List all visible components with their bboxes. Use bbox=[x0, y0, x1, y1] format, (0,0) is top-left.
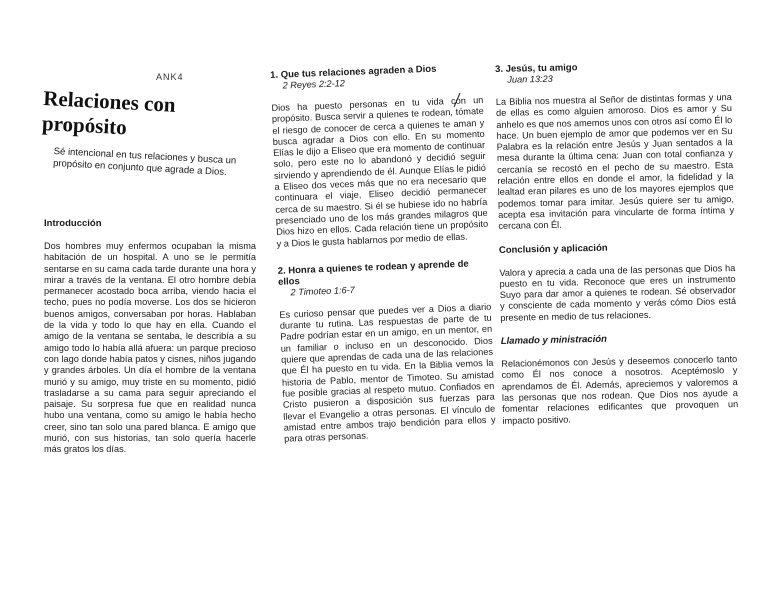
section-2-reference: 2 Timoteo 1:6-7 bbox=[290, 284, 355, 298]
conclusion-body: Valora y aprecia a cada una de las personas que Dios ha puesto en tu vida. Reconoce que eres un instrumento Suyo para dar amor a quienes te rodean. Sé observador y consciente de cada momento y verás cómo Dios está presente en medio de tus relaciones. bbox=[499, 262, 737, 323]
right-column bbox=[495, 59, 739, 427]
page-title: Relaciones con propósito bbox=[41, 86, 177, 140]
call-heading: Llamado y ministración bbox=[500, 333, 608, 347]
page-number-artifact: ANK4 bbox=[156, 72, 184, 82]
section-3-reference: Juan 13:23 bbox=[507, 73, 553, 85]
section-3-heading: 3. Jesús, tu amigo bbox=[495, 62, 578, 75]
intro-heading: Introducción bbox=[44, 218, 102, 229]
section-1-heading: 1. Que tus relaciones agraden a Dios bbox=[270, 63, 437, 81]
left-column bbox=[41, 86, 256, 456]
section-1-reference: 2 Reyes 2:2-12 bbox=[282, 78, 346, 91]
section-1-body: Dios ha puesto personas en tu vida con un propósito. Busca servir a quienes te rodean, tómate el riesgo de conocer de cerca a quienes te aman y busca agradar a Dios con ello. En su momento Elías le dijo a Eliseo que era momento de continuar solo, pero este no lo abandonó y decidió seguir sirviendo y aprendiendo de él. Aunque Elías le pidió a Eliseo dos veces más que no era necesario que continuara el viaje, Eliseo decidió permanecer cerca de su maestro. Si él se hubiese ido no habría presenciado uno de los más grandes milagros que Dios hizo en ellos. Cada relación tiene un propósito y a Dios le gusta hablarnos por medio de ellas. bbox=[271, 94, 489, 249]
section-2-heading: 2. Honra a quienes te rodean y aprende de ellos bbox=[277, 258, 469, 288]
conclusion-heading: Conclusión y aplicación bbox=[498, 242, 608, 256]
call-body: Relacionémonos con Jesús y deseemos conocerlo tanto como Él nos conoce a nosotros. Aceptémoslo y aprendamos de Él. Además, apreciemos y valoremos a las personas que nos rodean. Que Dios nos ayude a fomentar relaciones edificantes que provoquen un impacto positivo. bbox=[501, 354, 739, 426]
intro-body: Dos hombres muy enfermos ocupaban la misma habitación de un hospital. A uno se le permitía sentarse en su cama cada tarde durante una hora y mirar a través de la ventana. El otro hombre debía permanecer acostado boca arriba, viendo hacia el techo, pues no podía moverse. Los dos se hicieron buenos amigos, conversaban por horas. Hablaban de la vida y todo lo que hay en ella. Cuando el amigo de la ventana se sentaba, le describía a su amigo todo lo había allá afuera: un parque precioso con lago donde había patos y cisnes, niños jugando y grandes árboles. Un día el hombre de la ventana murió y su amigo, muy triste en su momento, pidió trasladarse a su cama para seguir apreciando el paisaje. Su sorpresa fue que en realidad nunca hubo una ventana, como su amigo le había hecho creer, sino tan solo una pared blanca. E amigo que murió, con sus historias, tan solo quería hacerle más gratos los días. bbox=[44, 241, 256, 455]
section-2-body: Es curioso pensar que puedes ver a Dios a diario durante tu rutina. Las respuestas de parte de tu Padre podrían estar en un amigo, en un mentor, en un familiar o incluso en un desconocido. Dios quiere que aprendas de cada una de las relaciones que Él ha puesto en tu vida. En la Biblia vemos la historia de Pablo, mentor de Timoteo. Su amistad fue posible gracias al respeto mutuo. Confiados en Cristo pusieron a disposición sus fuerzas para llevar el Evangelio a otras personas. El vínculo de amistad entre ambos trajo bendición para ellos y para otras personas. bbox=[279, 301, 496, 444]
page-subtitle: Sé intencional en tus relaciones y busca un propósito en conjunto que agrade a Dios. bbox=[52, 146, 237, 179]
section-3-body: La Biblia nos muestra al Señor de distintas formas y una de ellas es como alguien amoroso. Dios es amor y Su anhelo es que nos amemos unos con otros así como Él lo hace. Un buen ejemplo de amor que podemos ver en Su Palabra es la relación entre Jesús y Juan sentados a la mesa durante la última cena: Juan con total confianza y cercanía se recostó en el pecho de su maestro. Esta relación entre ellos en donde el amor, la fidelidad y la lealtad eran pilares es uno de los mayores ejemplos que podemos tomar para imitar. Jesús quiere ser tu amigo, acepta esa invitación para vincularte de forma íntima y cercana con Él. bbox=[495, 92, 735, 232]
middle-column bbox=[270, 62, 496, 445]
